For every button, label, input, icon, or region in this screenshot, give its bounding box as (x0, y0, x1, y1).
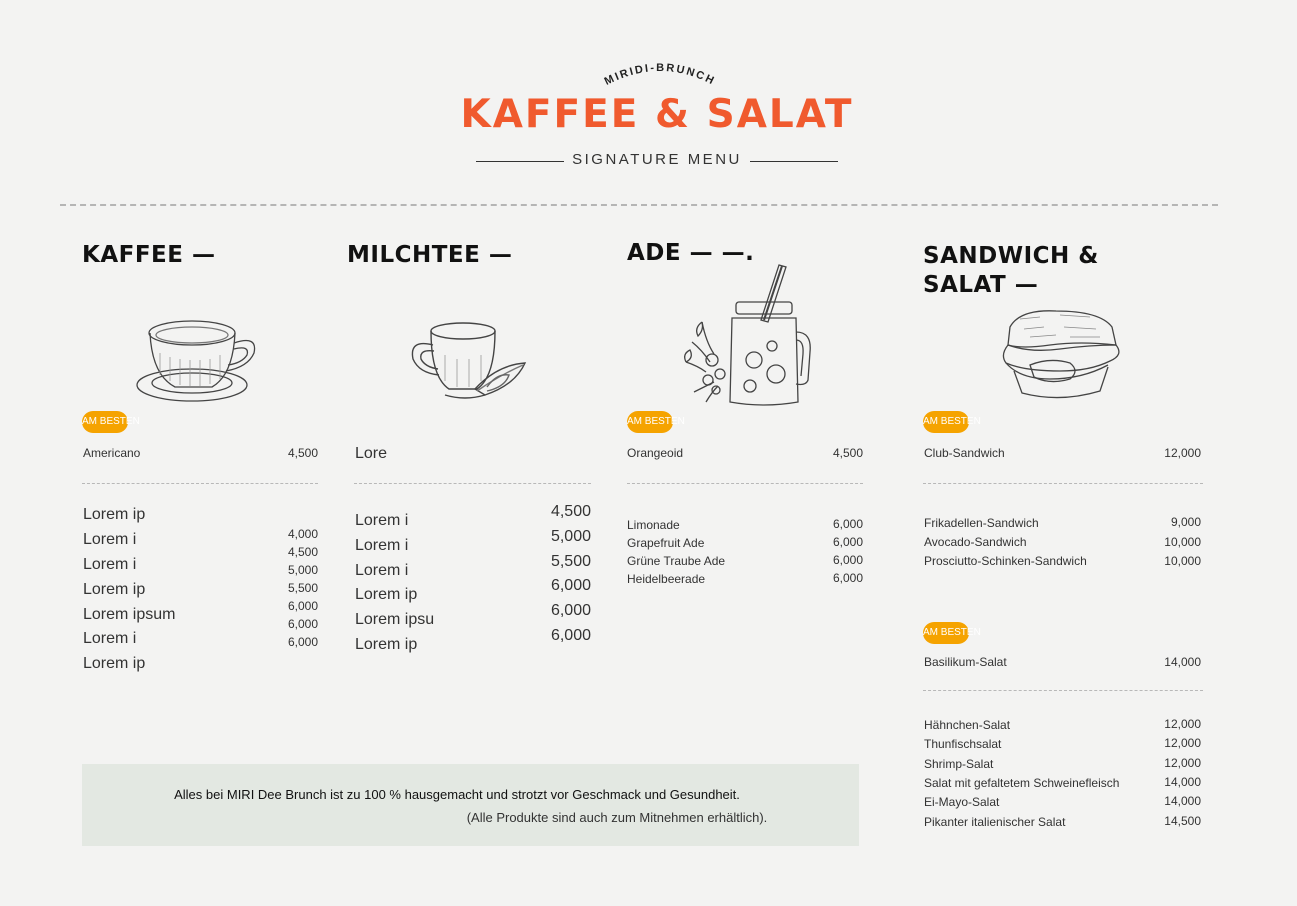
menu-item: Lorem ip (83, 506, 146, 523)
menu-price: 6,000 (832, 535, 863, 549)
menu-price: 5,500 (550, 553, 591, 570)
tea-cup-icon (405, 315, 535, 407)
menu-price: 6,000 (832, 571, 863, 585)
menu-item: Shrimp-Salat (924, 757, 994, 771)
featured-item-price: 4,500 (287, 446, 318, 460)
best-badge: AM BESTEN (82, 411, 128, 433)
menu-price: 6,000 (832, 553, 863, 567)
menu-price: 12,000 (1164, 756, 1201, 770)
featured-item-name: Club-Sandwich (924, 446, 1005, 460)
menu-item: Lorem i (355, 562, 409, 579)
note-line-2: (Alle Produkte sind auch zum Mitnehmen erhältlich). (466, 810, 768, 825)
subtitle-rule-right (750, 161, 838, 162)
menu-item: Grapefruit Ade (627, 536, 705, 550)
menu-price: 4,000 (287, 527, 318, 541)
menu-price: 6,000 (550, 602, 591, 619)
menu-item: Lorem ipsum (83, 606, 176, 623)
menu-item: Pikanter italienischer Salat (924, 815, 1066, 829)
featured-item-price: 12,000 (1164, 446, 1201, 460)
section-divider (82, 483, 318, 484)
menu-price: 5,000 (550, 528, 591, 545)
menu-price: 14,000 (1164, 794, 1201, 808)
best-badge: AM BESTEN (923, 622, 969, 644)
menu-price: 6,000 (287, 635, 318, 649)
menu-item: Ei-Mayo-Salat (924, 795, 1000, 809)
menu-item: Prosciutto-Schinken-Sandwich (924, 554, 1087, 568)
mason-jar-drink-icon (672, 262, 814, 410)
section-title-kaffee: KAFFEE — (82, 242, 216, 268)
menu-item: Lorem i (83, 531, 137, 548)
section-divider (923, 483, 1203, 484)
featured-item-price: 4,500 (832, 446, 863, 460)
svg-text:MIRIDI-BRUNCH (603, 62, 718, 88)
section-title-salat: SALAT — (923, 272, 1039, 298)
section-title-ade: ADE — —. (627, 240, 755, 266)
menu-item: Frikadellen-Sandwich (924, 516, 1039, 530)
menu-price: 4,500 (287, 545, 318, 559)
menu-item: Hähnchen-Salat (924, 718, 1011, 732)
menu-price: 5,500 (287, 581, 318, 595)
menu-item: Lorem ip (355, 636, 418, 653)
menu-price: 14,500 (1164, 814, 1201, 828)
menu-item: Lorem i (355, 512, 409, 529)
menu-item: Lorem ip (83, 655, 146, 672)
menu-price: 14,000 (1164, 775, 1201, 789)
info-note-box (82, 764, 859, 846)
menu-price: 6,000 (832, 517, 863, 531)
menu-item: Thunfischsalat (924, 737, 1002, 751)
menu-price: 4,500 (550, 503, 591, 520)
menu-price: 6,000 (550, 577, 591, 594)
menu-price: 12,000 (1164, 717, 1201, 731)
featured-item-name: Lore (355, 445, 388, 462)
menu-price: 12,000 (1164, 736, 1201, 750)
menu-item: Salat mit gefaltetem Schweinefleisch (924, 776, 1120, 790)
coffee-cup-icon (130, 305, 265, 410)
menu-item: Limonade (627, 518, 680, 532)
brand-arc: MIRIDI-BRUNCH (602, 61, 718, 88)
menu-item: Lorem ip (355, 586, 418, 603)
menu-item: Grüne Traube Ade (627, 554, 726, 568)
section-divider (354, 483, 591, 484)
menu-item: Lorem ip (83, 581, 146, 598)
menu-item: Lorem i (83, 630, 137, 647)
menu-item: Lorem ipsu (355, 611, 435, 628)
menu-item: Avocado-Sandwich (924, 535, 1027, 549)
featured-salad-price: 14,000 (1164, 655, 1201, 669)
menu-price: 6,000 (550, 627, 591, 644)
featured-item-name: Americano (83, 446, 141, 460)
featured-salad-name: Basilikum-Salat (924, 655, 1007, 669)
best-badge: AM BESTEN (923, 411, 969, 433)
note-line-1: Alles bei MIRI Dee Brunch ist zu 100 % hausgemacht und strotzt vor Geschmack und Gesundheit. (174, 787, 740, 802)
menu-price: 10,000 (1164, 554, 1201, 568)
menu-price: 5,000 (287, 563, 318, 577)
menu-item: Lorem i (355, 537, 409, 554)
menu-item: Heidelbeerade (627, 572, 706, 586)
section-title-sandwich: SANDWICH & (923, 243, 1099, 269)
menu-price: 10,000 (1164, 535, 1201, 549)
menu-price: 9,000 (1170, 515, 1201, 529)
page-subtitle: SIGNATURE MENU (572, 151, 742, 168)
section-divider (627, 483, 863, 484)
section-title-milchtee: MILCHTEE — (347, 242, 513, 268)
section-divider (923, 690, 1203, 691)
page-title: KAFFEE & SALAT (460, 92, 854, 137)
menu-price: 6,000 (287, 599, 318, 613)
menu-price: 6,000 (287, 617, 318, 631)
sandwich-icon (1000, 305, 1125, 409)
header-divider (60, 204, 1218, 206)
best-badge: AM BESTEN (627, 411, 673, 433)
featured-item-name: Orangeoid (627, 446, 684, 460)
menu-item: Lorem i (83, 556, 137, 573)
